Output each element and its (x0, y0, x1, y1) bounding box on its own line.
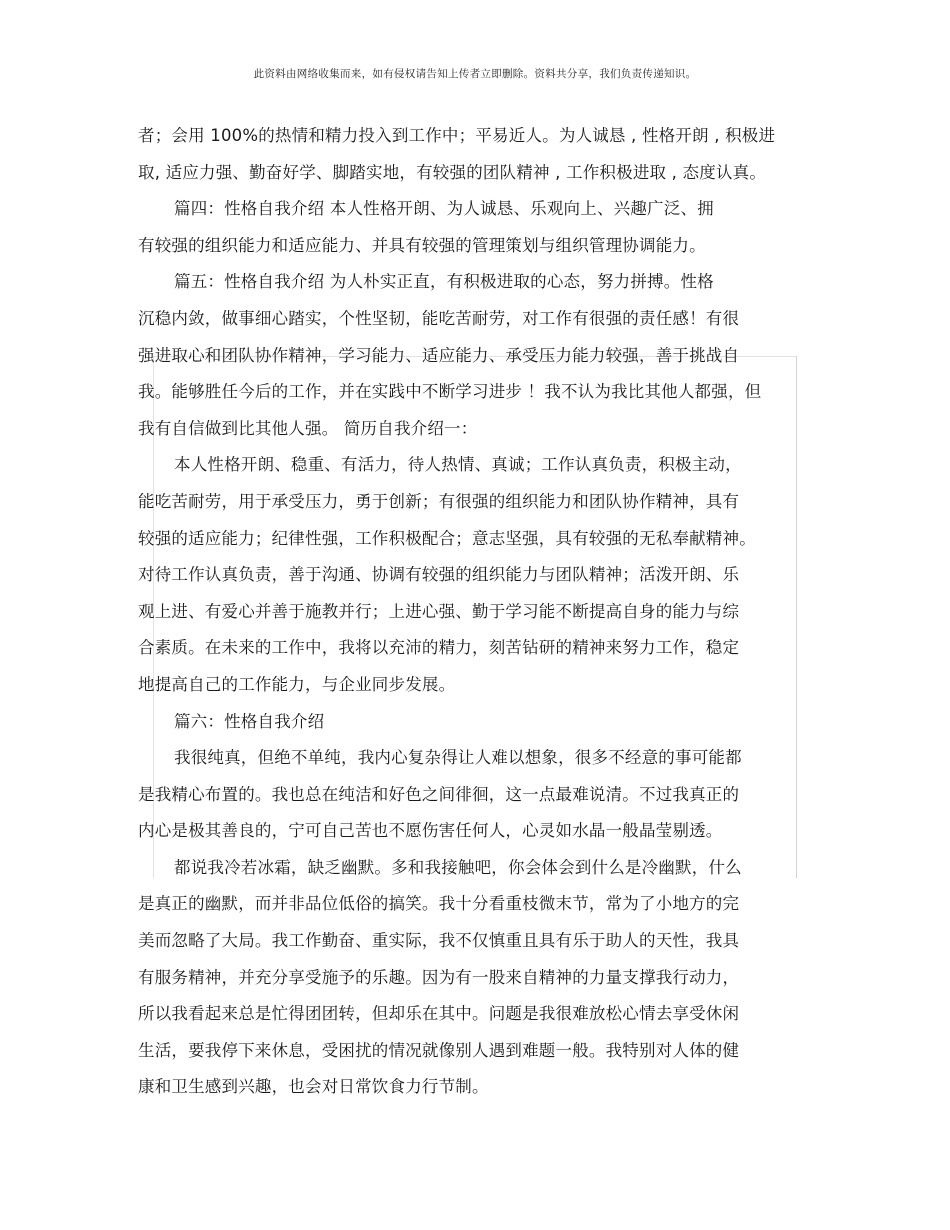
text-line: 者；会用 100%的热情和精力投入到工作中；平易近人。为人诚恳 , 性格开朗 , 积极进 (138, 126, 776, 145)
header-disclaimer: 此资料由网络收集而来，如有侵权请告知上传者立即删除。资料共分享，我们负责传递知识。 (253, 68, 697, 80)
text-line: 我。能够胜任今后的工作，并在实践中不断学习进步 ！我不认为我比其他人都强，但 (138, 382, 762, 402)
text-line: 篇四：性格自我介绍 本人性格开朗、为人诚恳、乐观向上、兴趣广泛、拥 (174, 199, 714, 219)
text-line: 篇六：性格自我介绍 (174, 711, 325, 731)
text-line: 内心是极其善良的，宁可自己苦也不愿伤害任何人，心灵如水晶一般晶莹剔透。 (138, 821, 723, 841)
text-line: 合素质。在未来的工作中，我将以充沛的精力，刻苦钻研的精神来努力工作，稳定 (138, 638, 740, 658)
text-line: 取, 适应力强、勤奋好学、脚踏实地，有较强的团队精神 , 工作积极进取 , 态度认真。 (138, 162, 767, 182)
text-line: 康和卫生感到兴趣，也会对日常饮食力行节制。 (138, 1077, 489, 1097)
text-line: 都说我冷若冰霜，缺乏幽默。多和我接触吧，你会体会到什么是冷幽默，什么 (174, 857, 742, 877)
text-line: 是真正的幽默，而并非品位低俗的搞笑。我十分看重枝微末节，常为了小地方的完 (138, 894, 740, 914)
text-line: 观上进、有爱心并善于施教并行；上进心强、勤于学习能不断提高自身的能力与综 (138, 601, 740, 621)
text-line: 较强的适应能力；纪律性强，工作积极配合；意志坚强，具有较强的无私奉献精神。 (138, 528, 756, 548)
text-line: 我很纯真，但绝不单纯，我内心复杂得让人难以想象，很多不经意的事可能都 (174, 748, 742, 768)
text-line: 篇五：性格自我介绍 为人朴实正直，有积极进取的心态，努力拼搏。性格 (174, 272, 714, 292)
text-line: 能吃苦耐劳，用于承受压力，勇于创新；有很强的组织能力和团队协作精神，具有 (138, 491, 740, 511)
text-line: 强进取心和团队协作精神，学习能力、适应能力、承受压力能力较强，善于挑战自 (138, 345, 740, 365)
text-line: 对待工作认真负责，善于沟通、协调有较强的组织能力与团队精神；活泼开朗、乐 (138, 565, 740, 585)
text-line: 有较强的组织能力和适应能力、并具有较强的管理策划与组织管理协调能力。 (138, 235, 706, 255)
text-line: 沉稳内敛，做事细心踏实，个性坚韧，能吃苦耐劳，对工作有很强的责任感！有很 (138, 308, 740, 328)
text-line: 所以我看起来总是忙得团团转，但却乐在其中。问题是我很难放松心情去享受休闲 (138, 1004, 740, 1024)
text-line: 地提高自己的工作能力，与企业同步发展。 (138, 674, 456, 694)
text-line: 我有自信做到比其他人强。 简历自我介绍一： (138, 418, 478, 438)
text-line: 本人性格开朗、稳重、有活力，待人热情、真诚；工作认真负责，积极主动， (174, 455, 742, 475)
text-line: 有服务精神，并充分享受施予的乐趣。因为有一股来自精神的力量支撑我行动力， (138, 967, 740, 987)
text-line: 是我精心布置的。我也总在纯洁和好色之间徘徊，这一点最难说清。不过我真正的 (138, 784, 740, 804)
text-line: 美而忽略了大局。我工作勤奋、重实际，我不仅慎重且具有乐于助人的天性，我具 (138, 931, 740, 951)
document-body (138, 118, 818, 1106)
text-line: 生活，要我停下来休息，受困扰的情况就像别人遇到难题一般。我特别对人体的健 (138, 1040, 740, 1060)
